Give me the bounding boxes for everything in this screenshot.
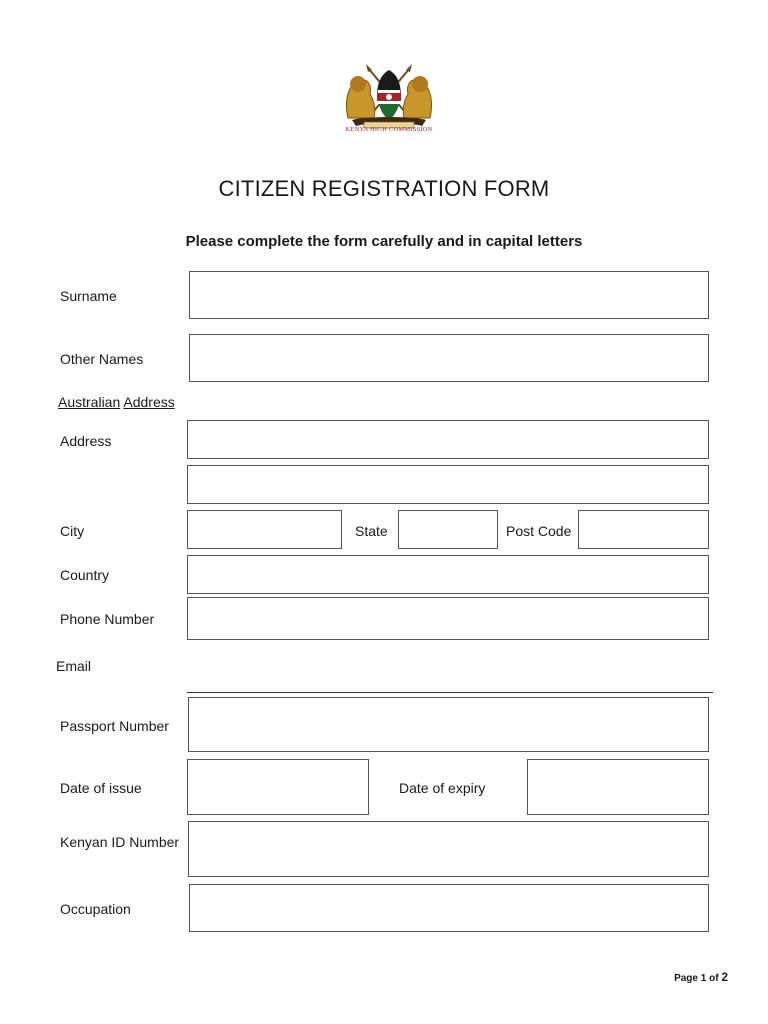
crest-caption: KENYA HIGH COMMISSION bbox=[345, 126, 433, 133]
passport-number-field[interactable] bbox=[188, 697, 709, 752]
date-of-issue-field[interactable] bbox=[187, 759, 369, 815]
other-names-field[interactable] bbox=[189, 334, 709, 382]
address-line2-field[interactable] bbox=[187, 465, 709, 504]
date-of-expiry-field[interactable] bbox=[527, 759, 709, 815]
post-code-field[interactable] bbox=[578, 510, 709, 549]
post-code-label: Post Code bbox=[506, 523, 572, 539]
city-label: City bbox=[60, 523, 85, 539]
occupation-field[interactable] bbox=[189, 884, 709, 932]
page-number: Page 1 of 2 bbox=[674, 970, 728, 984]
city-field[interactable] bbox=[187, 510, 342, 549]
email-field-line[interactable] bbox=[187, 692, 713, 693]
country-label: Country bbox=[60, 567, 110, 583]
address-line1-field[interactable] bbox=[187, 420, 709, 459]
surname-label: Surname bbox=[60, 288, 117, 304]
email-label: Email bbox=[56, 658, 92, 674]
occupation-label: Occupation bbox=[60, 901, 131, 917]
address-label: Address bbox=[60, 433, 112, 449]
other-names-label: Other Names bbox=[60, 351, 144, 367]
date-of-expiry-label: Date of expiry bbox=[399, 780, 486, 796]
country-field[interactable] bbox=[187, 555, 709, 594]
date-of-issue-label: Date of issue bbox=[60, 780, 142, 796]
kenyan-id-label: Kenyan ID Number bbox=[60, 834, 180, 850]
kenyan-id-field[interactable] bbox=[188, 821, 709, 877]
state-label: State bbox=[355, 523, 388, 539]
surname-field[interactable] bbox=[189, 271, 709, 319]
phone-number-field[interactable] bbox=[187, 597, 709, 640]
australian-address-heading: Australian Address bbox=[58, 394, 175, 410]
passport-number-label: Passport Number bbox=[60, 718, 169, 734]
state-field[interactable] bbox=[398, 510, 498, 549]
phone-number-label: Phone Number bbox=[60, 611, 155, 627]
form-instructions: Please complete the form carefully and in capital letters bbox=[185, 233, 583, 250]
form-title: CITIZEN REGISTRATION FORM bbox=[218, 176, 550, 201]
